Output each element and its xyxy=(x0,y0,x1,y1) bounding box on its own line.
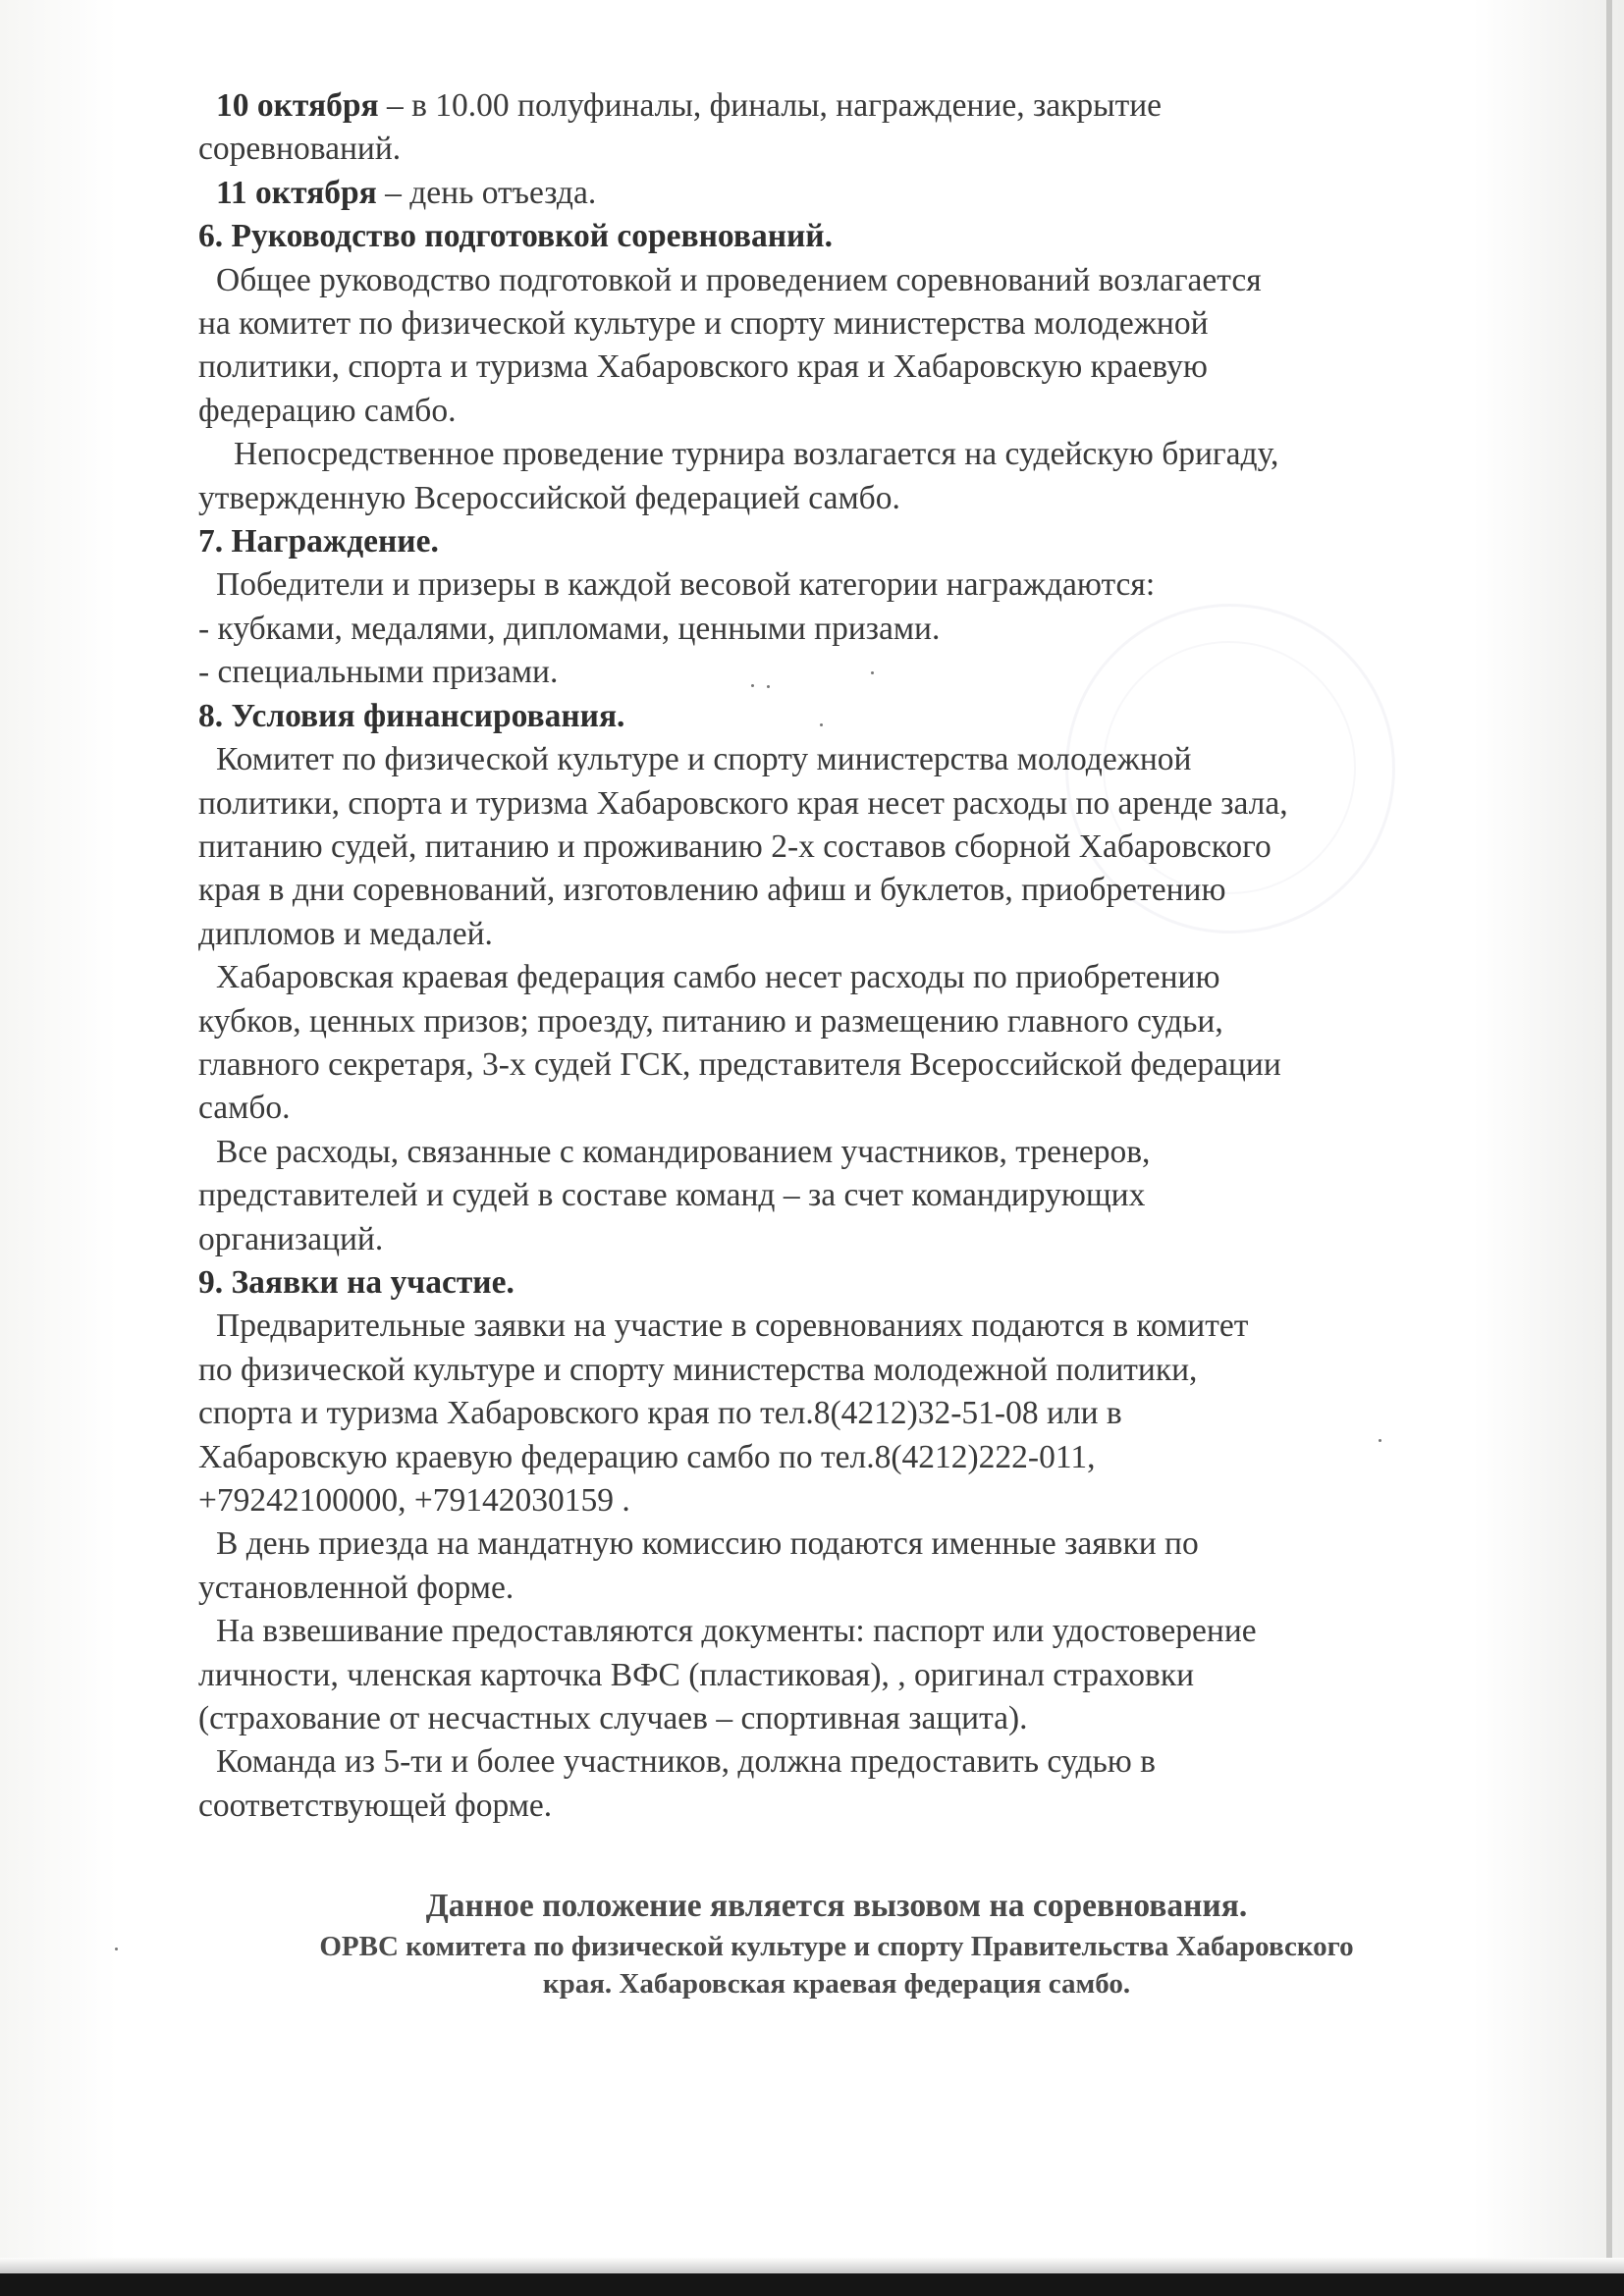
schedule-date: 10 октября xyxy=(216,87,379,124)
schedule-line xyxy=(198,172,1475,215)
text-line: Общее руководство подготовкой и проведением соревнований возлагается xyxy=(216,261,1262,298)
text-line: кубков, ценных призов; проезду, питанию и размещению главного судьи, xyxy=(198,1002,1223,1040)
text-line: +79242100000, +79142030159 . xyxy=(198,1482,630,1519)
text-line: установленной форме. xyxy=(198,1569,514,1606)
text-line: В день приезда на мандатную комиссию подаются именные заявки по xyxy=(216,1525,1199,1563)
schedule-date: 11 октября xyxy=(216,174,377,211)
text-line: представителей и судей в составе команд – за счет командирующих xyxy=(198,1177,1146,1214)
text-line: соответствующей форме. xyxy=(198,1787,553,1824)
text-line: федерацию самбо. xyxy=(198,392,457,429)
document-footer xyxy=(198,1885,1475,2002)
list-item: - кубками, медалями, дипломами, ценными призами. xyxy=(198,610,941,647)
text-line: личности, членская карточка ВФС (пластиковая), , оригинал страховки xyxy=(198,1656,1195,1693)
text-line: Все расходы, связанные с командированием участников, тренеров, xyxy=(216,1133,1151,1170)
text-line: края в дни соревнований, изготовлению афиш и буклетов, приобретению xyxy=(198,872,1226,909)
text-line: утвержденную Всероссийской федерацией самбо. xyxy=(198,479,900,516)
text-line: спорта и туризма Хабаровского края по тел.8(4212)32-51-08 или в xyxy=(198,1395,1122,1432)
footer-notice: Данное положение является вызовом на соревнования. xyxy=(425,1888,1248,1924)
section-heading: 7. Награждение. xyxy=(198,523,439,561)
text-line: Предварительные заявки на участие в соревнованиях подаются в комитет xyxy=(216,1308,1249,1345)
scan-bottom-edge xyxy=(0,2273,1624,2296)
text-line: Комитет по физической культуре и спорту министерства молодежной xyxy=(216,741,1192,778)
scan-right-edge xyxy=(1606,0,1612,2296)
scan-bottom-shadow xyxy=(0,2258,1624,2273)
text-line: Непосредственное проведение турнира возлагается на судейскую бригаду, xyxy=(234,436,1279,473)
text-line: питанию судей, питанию и проживанию 2-х составов сборной Хабаровского xyxy=(198,828,1272,865)
text-line: по физической культуре и спорту министерства молодежной политики, xyxy=(198,1351,1198,1388)
text-line: (страхование от несчастных случаев – спортивная защита). xyxy=(198,1700,1028,1737)
schedule-text: – день отъезда. xyxy=(376,174,597,211)
scan-speck xyxy=(115,1948,118,1950)
footer-organizers-cont: края. Хабаровская краевая федерация самбо. xyxy=(542,1968,1131,2000)
text-line: политики, спорта и туризма Хабаровского края и Хабаровскую краевую xyxy=(198,348,1208,386)
text-line: Команда из 5-ти и более участников, должна предоставить судью в xyxy=(216,1743,1156,1781)
text-line: самбо. xyxy=(198,1090,291,1127)
text-line: Хабаровскую краевую федерацию самбо по тел.8(4212)222-011, xyxy=(198,1438,1096,1475)
section-heading: 9. Заявки на участие. xyxy=(198,1263,514,1301)
text-line: организаций. xyxy=(198,1220,384,1257)
schedule-text: – в 10.00 полуфиналы, финалы, награждение, закрытие xyxy=(378,87,1163,124)
text-line: политики, спорта и туризма Хабаровского края несет расходы по аренде зала, xyxy=(198,784,1288,822)
text-line: главного секретаря, 3-х судей ГСК, представителя Всероссийской федерации xyxy=(198,1045,1281,1083)
schedule-line: соревнований. xyxy=(198,131,402,168)
list-item: - специальными призами. xyxy=(198,654,559,691)
footer-organizers: ОРВС комитета по физической культуре и спорту Правительства Хабаровского xyxy=(319,1931,1354,1962)
schedule-line xyxy=(198,84,1475,128)
document-body xyxy=(198,84,1475,1828)
text-line: на комитет по физической культуре и спорту министерства молодежной xyxy=(198,305,1209,343)
text-line: На взвешивание предоставляются документы: паспорт или удостоверение xyxy=(216,1613,1257,1650)
text-line: Победители и призеры в каждой весовой категории награждаются: xyxy=(216,566,1156,604)
section-heading: 6. Руководство подготовкой соревнований. xyxy=(198,218,833,255)
text-line: Хабаровская краевая федерация самбо несет расходы по приобретению xyxy=(216,959,1220,996)
section-heading: 8. Условия финансирования. xyxy=(198,697,625,734)
text-line: дипломов и медалей. xyxy=(198,915,493,952)
